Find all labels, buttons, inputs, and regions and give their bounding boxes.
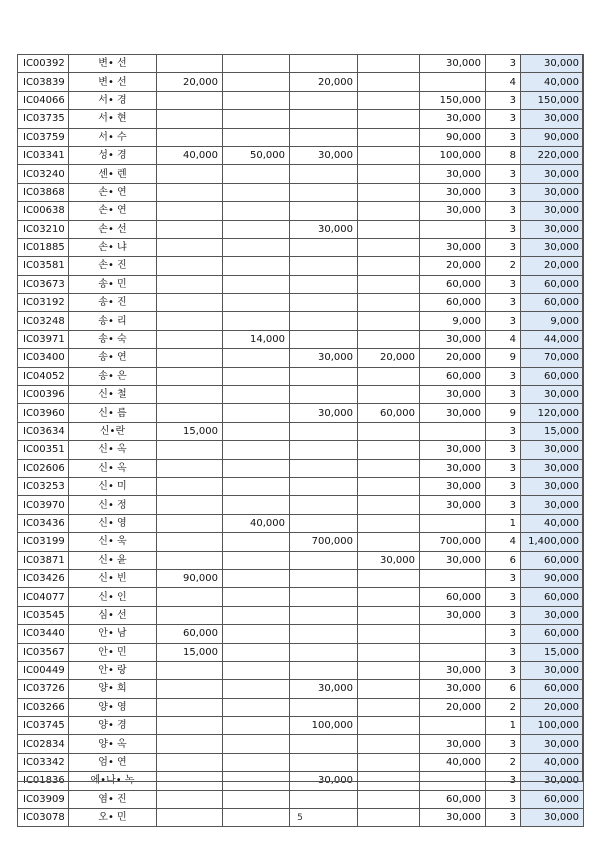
member-id-cell: IC03426 (18, 569, 69, 587)
total-cell: 60,000 (521, 680, 584, 698)
member-name-cell: 양• 옥 (69, 735, 157, 753)
member-name-cell: 변• 선 (69, 73, 157, 91)
count-cell: 2 (486, 698, 521, 716)
count-cell: 3 (486, 790, 521, 808)
member-id-cell: IC03210 (18, 220, 69, 238)
total-cell: 30,000 (521, 772, 584, 790)
count-cell: 3 (486, 496, 521, 514)
member-id-cell: IC03971 (18, 330, 69, 348)
count-cell: 1 (486, 717, 521, 735)
amount-cell-5: 30,000 (420, 735, 486, 753)
count-cell: 2 (486, 257, 521, 275)
total-cell: 30,000 (521, 477, 584, 495)
member-id-cell: IC04077 (18, 588, 69, 606)
table-row (18, 790, 584, 808)
amount-cell-3: 30,000 (290, 349, 358, 367)
amount-cell-4 (358, 790, 420, 808)
count-cell: 3 (486, 625, 521, 643)
amount-cell-2 (223, 790, 290, 808)
total-cell: 30,000 (521, 441, 584, 459)
member-name-cell: 성• 경 (69, 146, 157, 164)
member-name-cell: 신• 미 (69, 477, 157, 495)
member-id-cell: IC03253 (18, 477, 69, 495)
amount-cell-5: 30,000 (420, 404, 486, 422)
member-id-cell: IC03745 (18, 717, 69, 735)
member-name-cell: 안• 남 (69, 625, 157, 643)
count-cell: 3 (486, 459, 521, 477)
member-id-cell: IC01885 (18, 238, 69, 256)
amount-cell-5: 150,000 (420, 91, 486, 109)
member-name-cell: 송• 리 (69, 312, 157, 330)
count-cell: 3 (486, 809, 521, 827)
count-cell: 3 (486, 643, 521, 661)
amount-cell-5: 90,000 (420, 128, 486, 146)
amount-cell-5: 30,000 (420, 183, 486, 201)
count-cell: 3 (486, 275, 521, 293)
member-id-cell: IC03341 (18, 146, 69, 164)
total-cell: 60,000 (521, 625, 584, 643)
member-id-cell: IC00638 (18, 202, 69, 220)
total-cell: 60,000 (521, 588, 584, 606)
count-cell: 3 (486, 661, 521, 679)
member-id-cell: IC00449 (18, 661, 69, 679)
amount-cell-5: 60,000 (420, 790, 486, 808)
total-cell: 30,000 (521, 386, 584, 404)
amount-cell-5: 60,000 (420, 588, 486, 606)
member-id-cell: IC01836 (18, 772, 69, 790)
total-cell: 60,000 (521, 275, 584, 293)
member-id-cell: IC02834 (18, 735, 69, 753)
total-cell: 40,000 (521, 514, 584, 532)
total-cell: 30,000 (521, 220, 584, 238)
amount-cell-5: 30,000 (420, 459, 486, 477)
member-name-cell: 양• 영 (69, 698, 157, 716)
amount-cell-3: 30,000 (290, 404, 358, 422)
member-name-cell: 엄• 연 (69, 753, 157, 771)
member-name-cell: 심• 선 (69, 606, 157, 624)
count-cell: 3 (486, 386, 521, 404)
member-id-cell: IC03567 (18, 643, 69, 661)
amount-cell-1: 20,000 (157, 73, 223, 91)
amount-cell-5: 30,000 (420, 551, 486, 569)
member-name-cell: 손• 진 (69, 257, 157, 275)
count-cell: 9 (486, 404, 521, 422)
amount-cell-1: 15,000 (157, 643, 223, 661)
count-cell: 8 (486, 146, 521, 164)
total-cell: 40,000 (521, 753, 584, 771)
total-cell: 15,000 (521, 643, 584, 661)
count-cell: 3 (486, 91, 521, 109)
member-id-cell: IC03342 (18, 753, 69, 771)
amount-cell-3: 20,000 (290, 73, 358, 91)
member-id-cell: IC03634 (18, 422, 69, 440)
total-cell: 1,400,000 (521, 533, 584, 551)
member-id-cell: IC03400 (18, 349, 69, 367)
amount-cell-5: 30,000 (420, 238, 486, 256)
total-cell: 60,000 (521, 551, 584, 569)
count-cell: 3 (486, 220, 521, 238)
amount-cell-5: 60,000 (420, 294, 486, 312)
member-name-cell: 송• 민 (69, 275, 157, 293)
total-cell: 20,000 (521, 698, 584, 716)
amount-cell-2: 50,000 (223, 146, 290, 164)
member-id-cell: IC03735 (18, 110, 69, 128)
member-name-cell: 신• 윤 (69, 551, 157, 569)
member-name-cell: 오• 민 (69, 809, 157, 827)
total-cell: 30,000 (521, 183, 584, 201)
amount-cell-5: 20,000 (420, 698, 486, 716)
total-cell: 100,000 (521, 717, 584, 735)
count-cell: 3 (486, 128, 521, 146)
count-cell: 6 (486, 680, 521, 698)
total-cell: 30,000 (521, 809, 584, 827)
amount-cell-3: 100,000 (290, 717, 358, 735)
amount-cell-5: 30,000 (420, 55, 486, 73)
table-frame (17, 54, 583, 782)
total-cell: 30,000 (521, 202, 584, 220)
amount-cell-5: 30,000 (420, 661, 486, 679)
member-name-cell: 손• 연 (69, 202, 157, 220)
member-name-cell: 안• 민 (69, 643, 157, 661)
total-cell: 30,000 (521, 238, 584, 256)
member-name-cell: 양• 희 (69, 680, 157, 698)
member-name-cell: 손• 선 (69, 220, 157, 238)
total-cell: 40,000 (521, 73, 584, 91)
total-cell: 60,000 (521, 367, 584, 385)
total-cell: 30,000 (521, 735, 584, 753)
amount-cell-5: 60,000 (420, 275, 486, 293)
member-id-cell: IC04066 (18, 91, 69, 109)
count-cell: 3 (486, 367, 521, 385)
amount-cell-5: 30,000 (420, 441, 486, 459)
total-cell: 60,000 (521, 790, 584, 808)
member-name-cell: 서• 경 (69, 91, 157, 109)
count-cell: 3 (486, 441, 521, 459)
amount-cell-5: 20,000 (420, 257, 486, 275)
amount-cell-5: 30,000 (420, 606, 486, 624)
member-id-cell: IC03673 (18, 275, 69, 293)
amount-cell-5: 30,000 (420, 680, 486, 698)
amount-cell-5: 9,000 (420, 312, 486, 330)
member-id-cell: IC03192 (18, 294, 69, 312)
count-cell: 3 (486, 238, 521, 256)
amount-cell-4: 60,000 (358, 404, 420, 422)
total-cell: 150,000 (521, 91, 584, 109)
member-name-cell: 손• 연 (69, 183, 157, 201)
amount-cell-1: 60,000 (157, 625, 223, 643)
count-cell: 3 (486, 606, 521, 624)
member-id-cell: IC03726 (18, 680, 69, 698)
total-cell: 120,000 (521, 404, 584, 422)
member-name-cell: 신• 옥 (69, 459, 157, 477)
total-cell: 30,000 (521, 496, 584, 514)
total-cell: 20,000 (521, 257, 584, 275)
count-cell: 6 (486, 551, 521, 569)
member-id-cell: IC03581 (18, 257, 69, 275)
member-id-cell: IC03199 (18, 533, 69, 551)
amount-cell-3: 700,000 (290, 533, 358, 551)
count-cell: 3 (486, 55, 521, 73)
member-name-cell: 신•란 (69, 422, 157, 440)
total-cell: 70,000 (521, 349, 584, 367)
member-id-cell: IC03440 (18, 625, 69, 643)
count-cell: 1 (486, 514, 521, 532)
member-name-cell: 에•나• 녹 (69, 772, 157, 790)
amount-cell-5: 20,000 (420, 349, 486, 367)
total-cell: 30,000 (521, 606, 584, 624)
member-name-cell: 서• 현 (69, 110, 157, 128)
member-name-cell: 양• 경 (69, 717, 157, 735)
count-cell: 9 (486, 349, 521, 367)
amount-cell-3 (290, 790, 358, 808)
member-id-cell: IC03545 (18, 606, 69, 624)
amount-cell-3: 30,000 (290, 772, 358, 790)
page-number: 5 (297, 813, 303, 823)
member-name-cell: 신• 철 (69, 386, 157, 404)
total-cell: 30,000 (521, 661, 584, 679)
count-cell: 3 (486, 110, 521, 128)
amount-cell-5: 30,000 (420, 165, 486, 183)
amount-cell-5: 30,000 (420, 496, 486, 514)
amount-cell-1 (157, 790, 223, 808)
amount-cell-2: 14,000 (223, 330, 290, 348)
member-name-cell: 신• 영 (69, 514, 157, 532)
total-cell: 30,000 (521, 165, 584, 183)
total-cell: 30,000 (521, 459, 584, 477)
member-name-cell: 서• 수 (69, 128, 157, 146)
amount-cell-2: 40,000 (223, 514, 290, 532)
member-id-cell: IC03759 (18, 128, 69, 146)
count-cell: 4 (486, 330, 521, 348)
amount-cell-4: 20,000 (358, 349, 420, 367)
count-cell: 3 (486, 422, 521, 440)
member-id-cell: IC03266 (18, 698, 69, 716)
amount-cell-5: 30,000 (420, 330, 486, 348)
amount-cell-3: 30,000 (290, 680, 358, 698)
total-cell: 9,000 (521, 312, 584, 330)
count-cell: 4 (486, 73, 521, 91)
member-name-cell: 송• 진 (69, 294, 157, 312)
count-cell: 4 (486, 533, 521, 551)
member-id-cell: IC03436 (18, 514, 69, 532)
member-name-cell: 송• 은 (69, 367, 157, 385)
member-name-cell: 신• 욱 (69, 533, 157, 551)
count-cell: 3 (486, 477, 521, 495)
count-cell: 3 (486, 202, 521, 220)
total-cell: 60,000 (521, 294, 584, 312)
member-name-cell: 신• 인 (69, 588, 157, 606)
member-name-cell: 손• 냐 (69, 238, 157, 256)
member-name-cell: 신• 옥 (69, 441, 157, 459)
count-cell: 3 (486, 772, 521, 790)
member-name-cell: 신• 정 (69, 496, 157, 514)
amount-cell-5: 30,000 (420, 386, 486, 404)
amount-cell-3: 30,000 (290, 146, 358, 164)
member-id-cell: IC03909 (18, 790, 69, 808)
amount-cell-5: 30,000 (420, 110, 486, 128)
count-cell: 3 (486, 735, 521, 753)
count-cell: 3 (486, 294, 521, 312)
amount-cell-5: 40,000 (420, 753, 486, 771)
total-cell: 30,000 (521, 110, 584, 128)
member-id-cell: IC00351 (18, 441, 69, 459)
amount-cell-1: 15,000 (157, 422, 223, 440)
amount-cell-5: 30,000 (420, 202, 486, 220)
member-name-cell: 염• 진 (69, 790, 157, 808)
member-id-cell: IC03240 (18, 165, 69, 183)
amount-cell-1: 40,000 (157, 146, 223, 164)
member-id-cell: IC03078 (18, 809, 69, 827)
amount-cell-5: 30,000 (420, 477, 486, 495)
count-cell: 2 (486, 753, 521, 771)
member-id-cell: IC03839 (18, 73, 69, 91)
count-cell: 3 (486, 183, 521, 201)
total-cell: 30,000 (521, 55, 584, 73)
count-cell: 3 (486, 569, 521, 587)
total-cell: 15,000 (521, 422, 584, 440)
member-id-cell: IC03871 (18, 551, 69, 569)
amount-cell-4: 30,000 (358, 551, 420, 569)
amount-cell-5: 100,000 (420, 146, 486, 164)
member-id-cell: IC03868 (18, 183, 69, 201)
count-cell: 3 (486, 588, 521, 606)
member-name-cell: 신• 름 (69, 404, 157, 422)
amount-cell-5: 60,000 (420, 367, 486, 385)
count-cell: 3 (486, 312, 521, 330)
member-name-cell: 변• 선 (69, 55, 157, 73)
member-name-cell: 신• 빈 (69, 569, 157, 587)
member-name-cell: 송• 숙 (69, 330, 157, 348)
member-name-cell: 안• 랑 (69, 661, 157, 679)
count-cell: 3 (486, 165, 521, 183)
member-id-cell: IC03960 (18, 404, 69, 422)
amount-cell-3: 30,000 (290, 220, 358, 238)
member-id-cell: IC04052 (18, 367, 69, 385)
member-name-cell: 송• 연 (69, 349, 157, 367)
amount-cell-5: 30,000 (420, 809, 486, 827)
total-cell: 44,000 (521, 330, 584, 348)
member-name-cell: 센• 렌 (69, 165, 157, 183)
member-id-cell: IC00396 (18, 386, 69, 404)
amount-cell-5: 700,000 (420, 533, 486, 551)
member-id-cell: IC02606 (18, 459, 69, 477)
total-cell: 90,000 (521, 128, 584, 146)
total-cell: 90,000 (521, 569, 584, 587)
member-id-cell: IC03970 (18, 496, 69, 514)
amount-cell-1: 90,000 (157, 569, 223, 587)
member-id-cell: IC00392 (18, 55, 69, 73)
member-id-cell: IC03248 (18, 312, 69, 330)
total-cell: 220,000 (521, 146, 584, 164)
